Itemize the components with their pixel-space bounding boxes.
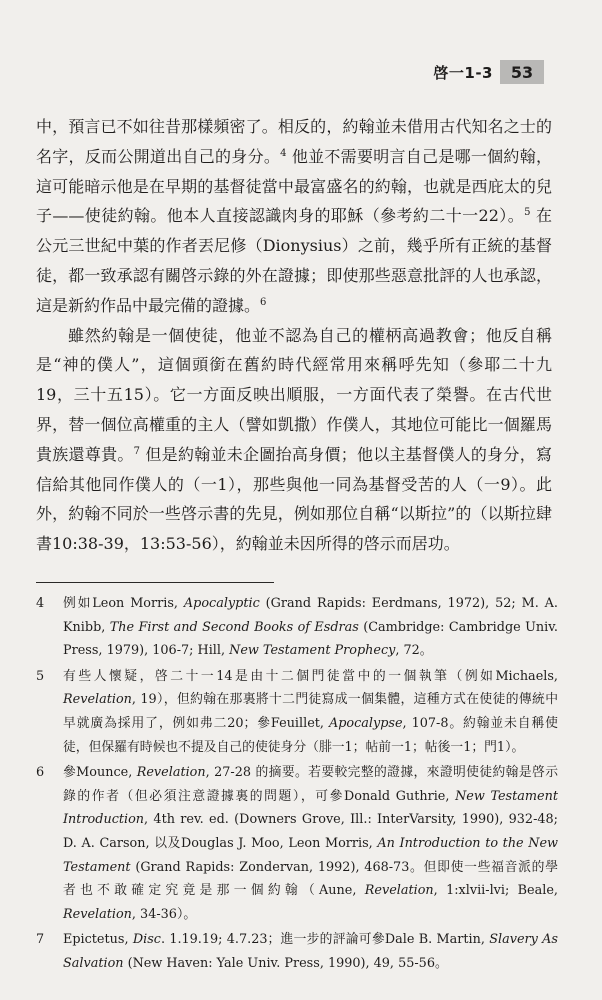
footnote-number: 6 [36, 765, 45, 781]
footnote-5 [36, 665, 558, 759]
running-title: 啓一1-3 [433, 63, 493, 82]
paragraph-1-part-2: 他並不需要明言自己是哪一個約翰，這可能暗示他是在早期的基督徒當中最富盛名的約翰，也就是西庇太的兒子——使徒約翰。他本人直接認識肉身的耶穌（參考約二十一22）。 [36, 146, 552, 226]
footnote-number: 7 [36, 932, 45, 948]
page-number: 53 [500, 60, 544, 84]
footnote-text-segment: , 19），但約翰在那裏將十二門徒寫成一個集體，這種方式在使徒的傳統中早就廣為採用了，例如弗二20；參Feuillet, [63, 692, 558, 731]
footnote-text [63, 592, 558, 663]
footnote-7 [36, 928, 558, 975]
footnote-italic-title: Disc [132, 932, 161, 948]
footnote-text-segment: (Cambridge: Cambridge Univ. Press, 1979), 106-7; Hill, [63, 619, 558, 659]
footnote-italic-title: New Testament Prophecy [229, 643, 396, 659]
footnote-italic-title: Apocalypse [328, 715, 403, 731]
footnote-text-segment: (Grand Rapids: Zondervan, 1992), 468-73。但即使一些福音派的學者也不敢確定究竟是那一個約翰（Aune, [63, 859, 558, 899]
footnote-text-segment: , 4th rev. ed. (Downers Grove, Ill.: InterVarsity, 1990), 932-48; D. A. Carson, 以及Douglas J. Moo, Leon Morris, [63, 812, 558, 851]
footnote-italic-title: Revelation [63, 906, 132, 922]
footnote-text [63, 928, 558, 975]
footnote-italic-title: An Introduction to the New Testament [63, 835, 558, 875]
footnote-italic-title: Apocalyptic [183, 596, 260, 611]
footnote-marker-4: 4 [280, 147, 287, 159]
paragraph-2-part-2: 但是約翰並未企圖抬高身價；他以主基督僕人的身分，寫信給其他同作僕人的（一1），那些與他一同為基督受苦的人（一9）。此外，約翰不同於一些啓示書的先見，例如那位自稱“以斯拉”的（以斯拉肆書10:38-39，13:53-56），約翰並未因所得的啓示而居功。 [36, 444, 552, 554]
footnote-text-segment: 參Mounce, [63, 765, 137, 781]
footnote-marker-5: 5 [524, 207, 531, 219]
footnote-number: 4 [36, 596, 45, 611]
paragraph-2 [36, 321, 552, 559]
footnote-marker-7: 7 [133, 445, 141, 457]
main-text [36, 112, 552, 559]
footnote-text-segment: , 1:xlvii-lvi; Beale, [433, 883, 558, 899]
footnote-text [63, 665, 558, 759]
footnote-text-segment: , 72。 [395, 643, 433, 659]
footnote-italic-title: Revelation [136, 765, 206, 781]
footnote-4 [36, 592, 558, 663]
footnote-italic-title: Revelation [63, 692, 132, 708]
footnote-6 [36, 761, 558, 926]
footnote-text-segment: 例如Leon Morris, [63, 596, 184, 611]
footnote-italic-title: Revelation [364, 883, 434, 899]
footnote-text-segment: , 34-36）。 [131, 906, 197, 922]
footnotes-section [36, 592, 558, 978]
paragraph-1-part-3: 在公元三世紀中葉的作者丟尼修（Dionysius）之前，幾乎所有正統的基督徒，都一致承認有關啓示錄的外在證據；即使那些惡意批評的人也承認，這是新約作品中最完備的證據。 [36, 206, 552, 315]
running-header [433, 60, 544, 84]
paragraph-1-part-1: 中，預言已不如往昔那樣頻密了。相反的，約翰並未借用古代知名之士的名字，反而公開道出自己的身分。 [36, 117, 552, 166]
footnote-number: 5 [36, 668, 45, 684]
footnote-text-segment: Epictetus, [63, 932, 133, 948]
footnote-text-segment: , 107-8。約翰並未自稱使徒，但保羅有時候也不提及自己的使徒身分（腓一1；帖前一1；帖後一1；門1）。 [63, 715, 558, 755]
footnote-text-segment: 有些人懷疑，啓二十一14是由十二個門徒當中的一個執筆（例如Michaels, [63, 668, 558, 684]
footnote-text-segment: , 27-28 的摘要。若要較完整的證據，來證明使徒約翰是啓示錄的作者（但必須注意證據裏的問題），可參Donald Guthrie, [63, 765, 558, 804]
footnote-text-segment: (Grand Rapids: Eerdmans, 1972), 52; M. A. Knibb, [63, 596, 558, 635]
footnote-italic-title: New Testament Introduction [63, 788, 558, 828]
footnote-text-segment: . 1.19.19; 4.7.23；進一步的評論可參Dale B. Martin, [160, 932, 490, 948]
footnote-marker-6: 6 [260, 296, 267, 308]
footnote-italic-title: Slavery As Salvation [63, 932, 558, 971]
paragraph-1 [36, 112, 552, 321]
paragraph-2-part-1: 雖然約翰是一個使徒，他並不認為自己的權柄高過教會；他反自稱是“神的僕人”，這個頭銜在舊約時代經常用來稱呼先知（參耶二十九19，三十五15）。它一方面反映出順服，一方面代表了榮譽。在古代世界，替一個位高權重的主人（譬如凱撒）作僕人，其地位可能比一個羅馬貴族還尊貴。 [36, 325, 552, 464]
footnote-text-segment: (New Haven: Yale Univ. Press, 1990), 49, 55-56。 [123, 955, 448, 971]
footnote-text [63, 761, 558, 926]
footnote-separator [36, 582, 274, 583]
footnote-italic-title: The First and Second Books of Esdras [109, 619, 359, 635]
